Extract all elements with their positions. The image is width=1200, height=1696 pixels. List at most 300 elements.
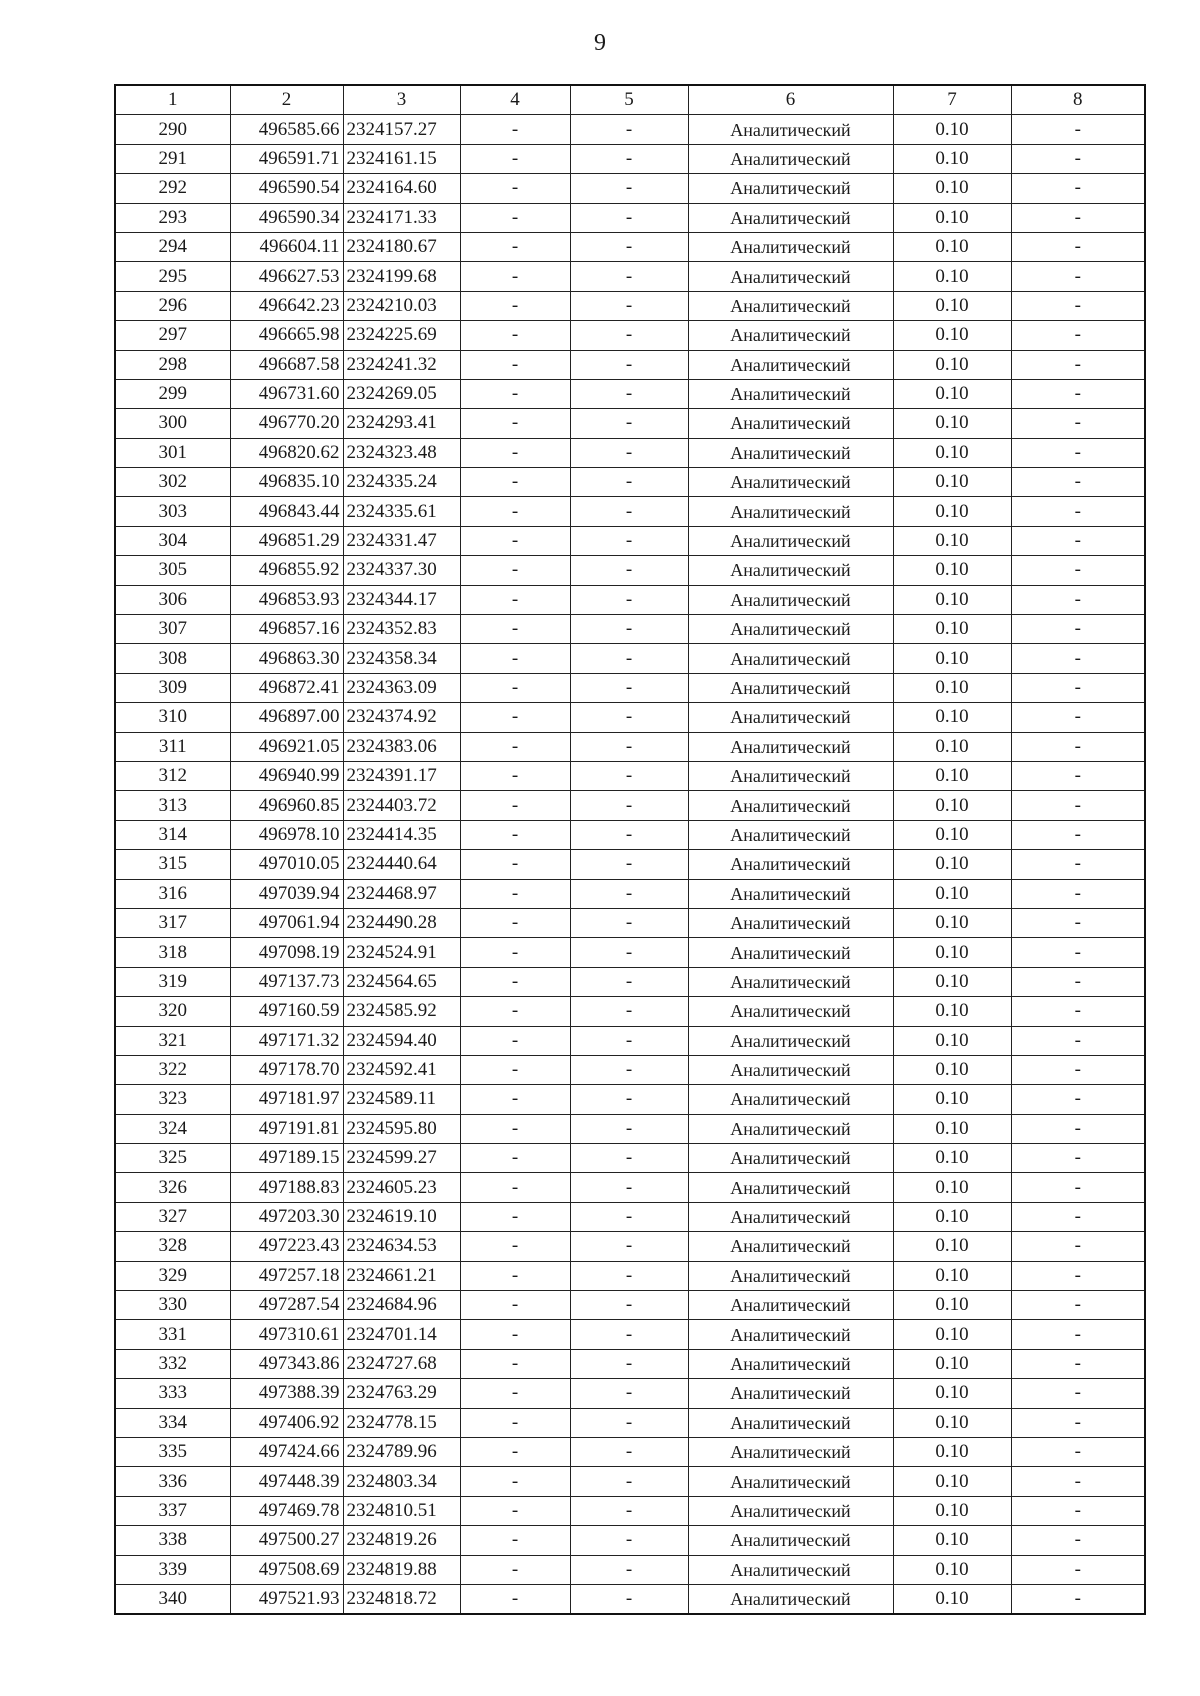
point-number-cell: 314 xyxy=(115,820,230,849)
accuracy-cell: 0.10 xyxy=(893,1114,1011,1143)
method-cell: Аналитический xyxy=(688,761,893,790)
method-cell: Аналитический xyxy=(688,1320,893,1349)
table-row xyxy=(115,1437,1145,1466)
column-5-cell: - xyxy=(570,321,688,350)
y-coordinate-cell: 2324180.67 xyxy=(343,232,460,261)
x-coordinate-cell: 497406.92 xyxy=(230,1408,343,1437)
column-5-cell: - xyxy=(570,1408,688,1437)
column-5-cell: - xyxy=(570,291,688,320)
column-5-cell: - xyxy=(570,468,688,497)
x-coordinate-cell: 497203.30 xyxy=(230,1202,343,1231)
x-coordinate-cell: 496665.98 xyxy=(230,321,343,350)
column-4-cell: - xyxy=(460,761,570,790)
accuracy-cell: 0.10 xyxy=(893,350,1011,379)
table-row xyxy=(115,1114,1145,1143)
column-5-cell: - xyxy=(570,526,688,555)
column-4-cell: - xyxy=(460,938,570,967)
x-coordinate-cell: 496897.00 xyxy=(230,703,343,732)
method-cell: Аналитический xyxy=(688,526,893,555)
accuracy-cell: 0.10 xyxy=(893,1584,1011,1614)
method-cell: Аналитический xyxy=(688,1114,893,1143)
column-8-cell: - xyxy=(1011,1584,1145,1614)
table-row xyxy=(115,850,1145,879)
method-cell: Аналитический xyxy=(688,409,893,438)
table-row xyxy=(115,761,1145,790)
point-number-cell: 318 xyxy=(115,938,230,967)
accuracy-cell: 0.10 xyxy=(893,908,1011,937)
column-5-cell: - xyxy=(570,497,688,526)
point-number-cell: 330 xyxy=(115,1291,230,1320)
y-coordinate-cell: 2324241.32 xyxy=(343,350,460,379)
table-row xyxy=(115,1261,1145,1290)
table-row xyxy=(115,321,1145,350)
x-coordinate-cell: 497160.59 xyxy=(230,997,343,1026)
column-8-cell: - xyxy=(1011,203,1145,232)
column-8-cell: - xyxy=(1011,409,1145,438)
y-coordinate-cell: 2324595.80 xyxy=(343,1114,460,1143)
accuracy-cell: 0.10 xyxy=(893,232,1011,261)
column-8-cell: - xyxy=(1011,379,1145,408)
column-5-cell: - xyxy=(570,1114,688,1143)
accuracy-cell: 0.10 xyxy=(893,1320,1011,1349)
accuracy-cell: 0.10 xyxy=(893,144,1011,173)
column-8-cell: - xyxy=(1011,1379,1145,1408)
y-coordinate-cell: 2324592.41 xyxy=(343,1055,460,1084)
accuracy-cell: 0.10 xyxy=(893,438,1011,467)
column-5-cell: - xyxy=(570,232,688,261)
accuracy-cell: 0.10 xyxy=(893,1437,1011,1466)
column-8-cell: - xyxy=(1011,1055,1145,1084)
method-cell: Аналитический xyxy=(688,1144,893,1173)
y-coordinate-cell: 2324164.60 xyxy=(343,174,460,203)
accuracy-cell: 0.10 xyxy=(893,1144,1011,1173)
method-cell: Аналитический xyxy=(688,203,893,232)
column-4-cell: - xyxy=(460,967,570,996)
accuracy-cell: 0.10 xyxy=(893,291,1011,320)
accuracy-cell: 0.10 xyxy=(893,1555,1011,1584)
column-8-cell: - xyxy=(1011,262,1145,291)
point-number-cell: 317 xyxy=(115,908,230,937)
x-coordinate-cell: 496960.85 xyxy=(230,791,343,820)
x-coordinate-cell: 496770.20 xyxy=(230,409,343,438)
accuracy-cell: 0.10 xyxy=(893,850,1011,879)
column-5-cell: - xyxy=(570,1526,688,1555)
table-row xyxy=(115,997,1145,1026)
accuracy-cell: 0.10 xyxy=(893,791,1011,820)
accuracy-cell: 0.10 xyxy=(893,379,1011,408)
column-8-cell: - xyxy=(1011,644,1145,673)
column-8-cell: - xyxy=(1011,1114,1145,1143)
column-header: 6 xyxy=(688,85,893,115)
column-4-cell: - xyxy=(460,262,570,291)
point-number-cell: 335 xyxy=(115,1437,230,1466)
column-5-cell: - xyxy=(570,791,688,820)
y-coordinate-cell: 2324589.11 xyxy=(343,1085,460,1114)
point-number-cell: 324 xyxy=(115,1114,230,1143)
column-4-cell: - xyxy=(460,1173,570,1202)
x-coordinate-cell: 497500.27 xyxy=(230,1526,343,1555)
table-row xyxy=(115,438,1145,467)
column-8-cell: - xyxy=(1011,820,1145,849)
method-cell: Аналитический xyxy=(688,1202,893,1231)
y-coordinate-cell: 2324634.53 xyxy=(343,1232,460,1261)
column-5-cell: - xyxy=(570,1085,688,1114)
column-8-cell: - xyxy=(1011,144,1145,173)
x-coordinate-cell: 496978.10 xyxy=(230,820,343,849)
column-4-cell: - xyxy=(460,908,570,937)
column-8-cell: - xyxy=(1011,1202,1145,1231)
accuracy-cell: 0.10 xyxy=(893,1173,1011,1202)
accuracy-cell: 0.10 xyxy=(893,1379,1011,1408)
y-coordinate-cell: 2324403.72 xyxy=(343,791,460,820)
method-cell: Аналитический xyxy=(688,644,893,673)
point-number-cell: 321 xyxy=(115,1026,230,1055)
column-4-cell: - xyxy=(460,203,570,232)
x-coordinate-cell: 497178.70 xyxy=(230,1055,343,1084)
method-cell: Аналитический xyxy=(688,291,893,320)
method-cell: Аналитический xyxy=(688,1496,893,1525)
method-cell: Аналитический xyxy=(688,468,893,497)
column-8-cell: - xyxy=(1011,1555,1145,1584)
column-4-cell: - xyxy=(460,1467,570,1496)
column-5-cell: - xyxy=(570,438,688,467)
method-cell: Аналитический xyxy=(688,379,893,408)
column-header: 5 xyxy=(570,85,688,115)
point-number-cell: 316 xyxy=(115,879,230,908)
accuracy-cell: 0.10 xyxy=(893,203,1011,232)
x-coordinate-cell: 497191.81 xyxy=(230,1114,343,1143)
column-8-cell: - xyxy=(1011,1349,1145,1378)
column-8-cell: - xyxy=(1011,1026,1145,1055)
method-cell: Аналитический xyxy=(688,1584,893,1614)
column-5-cell: - xyxy=(570,115,688,144)
column-5-cell: - xyxy=(570,1496,688,1525)
x-coordinate-cell: 497469.78 xyxy=(230,1496,343,1525)
table-row xyxy=(115,144,1145,173)
y-coordinate-cell: 2324331.47 xyxy=(343,526,460,555)
column-4-cell: - xyxy=(460,1349,570,1378)
column-5-cell: - xyxy=(570,1202,688,1231)
column-8-cell: - xyxy=(1011,703,1145,732)
column-8-cell: - xyxy=(1011,585,1145,614)
table-row xyxy=(115,908,1145,937)
method-cell: Аналитический xyxy=(688,850,893,879)
x-coordinate-cell: 496921.05 xyxy=(230,732,343,761)
column-5-cell: - xyxy=(570,732,688,761)
point-number-cell: 305 xyxy=(115,556,230,585)
column-8-cell: - xyxy=(1011,673,1145,702)
accuracy-cell: 0.10 xyxy=(893,732,1011,761)
table-header xyxy=(115,85,1145,115)
column-5-cell: - xyxy=(570,1173,688,1202)
table-row xyxy=(115,203,1145,232)
table-row xyxy=(115,1202,1145,1231)
x-coordinate-cell: 496642.23 xyxy=(230,291,343,320)
method-cell: Аналитический xyxy=(688,232,893,261)
accuracy-cell: 0.10 xyxy=(893,1261,1011,1290)
method-cell: Аналитический xyxy=(688,1437,893,1466)
column-5-cell: - xyxy=(570,644,688,673)
method-cell: Аналитический xyxy=(688,262,893,291)
column-4-cell: - xyxy=(460,1408,570,1437)
column-4-cell: - xyxy=(460,1496,570,1525)
table-row xyxy=(115,409,1145,438)
y-coordinate-cell: 2324374.92 xyxy=(343,703,460,732)
point-number-cell: 309 xyxy=(115,673,230,702)
column-5-cell: - xyxy=(570,938,688,967)
point-number-cell: 302 xyxy=(115,468,230,497)
x-coordinate-cell: 497098.19 xyxy=(230,938,343,967)
table-row xyxy=(115,1467,1145,1496)
method-cell: Аналитический xyxy=(688,321,893,350)
column-4-cell: - xyxy=(460,497,570,526)
method-cell: Аналитический xyxy=(688,1526,893,1555)
y-coordinate-cell: 2324778.15 xyxy=(343,1408,460,1437)
x-coordinate-cell: 496851.29 xyxy=(230,526,343,555)
point-number-cell: 293 xyxy=(115,203,230,232)
header-row xyxy=(115,85,1145,115)
y-coordinate-cell: 2324468.97 xyxy=(343,879,460,908)
table-row xyxy=(115,938,1145,967)
column-5-cell: - xyxy=(570,1144,688,1173)
method-cell: Аналитический xyxy=(688,497,893,526)
column-header: 2 xyxy=(230,85,343,115)
y-coordinate-cell: 2324819.88 xyxy=(343,1555,460,1584)
table-row xyxy=(115,1173,1145,1202)
x-coordinate-cell: 497039.94 xyxy=(230,879,343,908)
table-row xyxy=(115,232,1145,261)
method-cell: Аналитический xyxy=(688,350,893,379)
method-cell: Аналитический xyxy=(688,1379,893,1408)
accuracy-cell: 0.10 xyxy=(893,1349,1011,1378)
column-4-cell: - xyxy=(460,1144,570,1173)
point-number-cell: 313 xyxy=(115,791,230,820)
table-row xyxy=(115,115,1145,144)
point-number-cell: 290 xyxy=(115,115,230,144)
column-5-cell: - xyxy=(570,1555,688,1584)
column-8-cell: - xyxy=(1011,1232,1145,1261)
accuracy-cell: 0.10 xyxy=(893,174,1011,203)
x-coordinate-cell: 497521.93 xyxy=(230,1584,343,1614)
y-coordinate-cell: 2324337.30 xyxy=(343,556,460,585)
column-header: 7 xyxy=(893,85,1011,115)
accuracy-cell: 0.10 xyxy=(893,526,1011,555)
table-row xyxy=(115,1584,1145,1614)
column-8-cell: - xyxy=(1011,997,1145,1026)
column-5-cell: - xyxy=(570,1349,688,1378)
method-cell: Аналитический xyxy=(688,732,893,761)
column-8-cell: - xyxy=(1011,468,1145,497)
column-4-cell: - xyxy=(460,1291,570,1320)
y-coordinate-cell: 2324661.21 xyxy=(343,1261,460,1290)
y-coordinate-cell: 2324225.69 xyxy=(343,321,460,350)
column-8-cell: - xyxy=(1011,1526,1145,1555)
column-4-cell: - xyxy=(460,232,570,261)
column-4-cell: - xyxy=(460,1055,570,1084)
point-number-cell: 325 xyxy=(115,1144,230,1173)
x-coordinate-cell: 496604.11 xyxy=(230,232,343,261)
table-row xyxy=(115,497,1145,526)
table-row xyxy=(115,1291,1145,1320)
column-8-cell: - xyxy=(1011,791,1145,820)
x-coordinate-cell: 496731.60 xyxy=(230,379,343,408)
x-coordinate-cell: 496687.58 xyxy=(230,350,343,379)
column-8-cell: - xyxy=(1011,321,1145,350)
method-cell: Аналитический xyxy=(688,174,893,203)
x-coordinate-cell: 497343.86 xyxy=(230,1349,343,1378)
method-cell: Аналитический xyxy=(688,1232,893,1261)
column-4-cell: - xyxy=(460,879,570,908)
method-cell: Аналитический xyxy=(688,1055,893,1084)
table-row xyxy=(115,1379,1145,1408)
method-cell: Аналитический xyxy=(688,673,893,702)
column-4-cell: - xyxy=(460,644,570,673)
column-4-cell: - xyxy=(460,703,570,732)
column-8-cell: - xyxy=(1011,908,1145,937)
accuracy-cell: 0.10 xyxy=(893,115,1011,144)
x-coordinate-cell: 497388.39 xyxy=(230,1379,343,1408)
accuracy-cell: 0.10 xyxy=(893,703,1011,732)
column-5-cell: - xyxy=(570,908,688,937)
column-8-cell: - xyxy=(1011,1173,1145,1202)
y-coordinate-cell: 2324293.41 xyxy=(343,409,460,438)
point-number-cell: 340 xyxy=(115,1584,230,1614)
accuracy-cell: 0.10 xyxy=(893,615,1011,644)
method-cell: Аналитический xyxy=(688,615,893,644)
table-row xyxy=(115,174,1145,203)
x-coordinate-cell: 496863.30 xyxy=(230,644,343,673)
column-8-cell: - xyxy=(1011,1408,1145,1437)
point-number-cell: 327 xyxy=(115,1202,230,1231)
point-number-cell: 298 xyxy=(115,350,230,379)
x-coordinate-cell: 496590.54 xyxy=(230,174,343,203)
column-4-cell: - xyxy=(460,321,570,350)
column-header: 1 xyxy=(115,85,230,115)
column-5-cell: - xyxy=(570,203,688,232)
column-5-cell: - xyxy=(570,967,688,996)
column-4-cell: - xyxy=(460,1114,570,1143)
column-5-cell: - xyxy=(570,1291,688,1320)
column-8-cell: - xyxy=(1011,1467,1145,1496)
table-row xyxy=(115,1408,1145,1437)
column-4-cell: - xyxy=(460,115,570,144)
table-row xyxy=(115,350,1145,379)
method-cell: Аналитический xyxy=(688,1173,893,1202)
accuracy-cell: 0.10 xyxy=(893,997,1011,1026)
column-5-cell: - xyxy=(570,1261,688,1290)
table-row xyxy=(115,291,1145,320)
column-4-cell: - xyxy=(460,350,570,379)
x-coordinate-cell: 497188.83 xyxy=(230,1173,343,1202)
column-8-cell: - xyxy=(1011,556,1145,585)
column-8-cell: - xyxy=(1011,615,1145,644)
y-coordinate-cell: 2324335.24 xyxy=(343,468,460,497)
x-coordinate-cell: 497508.69 xyxy=(230,1555,343,1584)
column-4-cell: - xyxy=(460,1026,570,1055)
column-4-cell: - xyxy=(460,174,570,203)
method-cell: Аналитический xyxy=(688,938,893,967)
method-cell: Аналитический xyxy=(688,908,893,937)
point-number-cell: 301 xyxy=(115,438,230,467)
accuracy-cell: 0.10 xyxy=(893,556,1011,585)
x-coordinate-cell: 496872.41 xyxy=(230,673,343,702)
column-8-cell: - xyxy=(1011,174,1145,203)
accuracy-cell: 0.10 xyxy=(893,1467,1011,1496)
column-8-cell: - xyxy=(1011,232,1145,261)
column-8-cell: - xyxy=(1011,1144,1145,1173)
method-cell: Аналитический xyxy=(688,1408,893,1437)
y-coordinate-cell: 2324605.23 xyxy=(343,1173,460,1202)
accuracy-cell: 0.10 xyxy=(893,1026,1011,1055)
column-8-cell: - xyxy=(1011,526,1145,555)
y-coordinate-cell: 2324344.17 xyxy=(343,585,460,614)
y-coordinate-cell: 2324789.96 xyxy=(343,1437,460,1466)
y-coordinate-cell: 2324594.40 xyxy=(343,1026,460,1055)
method-cell: Аналитический xyxy=(688,703,893,732)
method-cell: Аналитический xyxy=(688,1349,893,1378)
x-coordinate-cell: 497137.73 xyxy=(230,967,343,996)
method-cell: Аналитический xyxy=(688,1555,893,1584)
method-cell: Аналитический xyxy=(688,585,893,614)
point-number-cell: 291 xyxy=(115,144,230,173)
point-number-cell: 294 xyxy=(115,232,230,261)
column-8-cell: - xyxy=(1011,438,1145,467)
table-row xyxy=(115,791,1145,820)
point-number-cell: 337 xyxy=(115,1496,230,1525)
column-header: 8 xyxy=(1011,85,1145,115)
y-coordinate-cell: 2324763.29 xyxy=(343,1379,460,1408)
column-4-cell: - xyxy=(460,1584,570,1614)
y-coordinate-cell: 2324210.03 xyxy=(343,291,460,320)
column-5-cell: - xyxy=(570,879,688,908)
column-4-cell: - xyxy=(460,468,570,497)
method-cell: Аналитический xyxy=(688,791,893,820)
column-4-cell: - xyxy=(460,585,570,614)
column-8-cell: - xyxy=(1011,1085,1145,1114)
x-coordinate-cell: 496855.92 xyxy=(230,556,343,585)
y-coordinate-cell: 2324269.05 xyxy=(343,379,460,408)
method-cell: Аналитический xyxy=(688,967,893,996)
column-8-cell: - xyxy=(1011,732,1145,761)
y-coordinate-cell: 2324524.91 xyxy=(343,938,460,967)
point-number-cell: 299 xyxy=(115,379,230,408)
point-number-cell: 292 xyxy=(115,174,230,203)
y-coordinate-cell: 2324585.92 xyxy=(343,997,460,1026)
column-5-cell: - xyxy=(570,1467,688,1496)
table-row xyxy=(115,1526,1145,1555)
point-number-cell: 310 xyxy=(115,703,230,732)
point-number-cell: 331 xyxy=(115,1320,230,1349)
x-coordinate-cell: 496853.93 xyxy=(230,585,343,614)
point-number-cell: 306 xyxy=(115,585,230,614)
x-coordinate-cell: 496820.62 xyxy=(230,438,343,467)
accuracy-cell: 0.10 xyxy=(893,585,1011,614)
method-cell: Аналитический xyxy=(688,1261,893,1290)
column-4-cell: - xyxy=(460,1261,570,1290)
point-number-cell: 338 xyxy=(115,1526,230,1555)
y-coordinate-cell: 2324199.68 xyxy=(343,262,460,291)
point-number-cell: 320 xyxy=(115,997,230,1026)
point-number-cell: 323 xyxy=(115,1085,230,1114)
y-coordinate-cell: 2324684.96 xyxy=(343,1291,460,1320)
accuracy-cell: 0.10 xyxy=(893,409,1011,438)
accuracy-cell: 0.10 xyxy=(893,321,1011,350)
accuracy-cell: 0.10 xyxy=(893,761,1011,790)
y-coordinate-cell: 2324352.83 xyxy=(343,615,460,644)
x-coordinate-cell: 496843.44 xyxy=(230,497,343,526)
table-row xyxy=(115,1026,1145,1055)
column-4-cell: - xyxy=(460,1320,570,1349)
